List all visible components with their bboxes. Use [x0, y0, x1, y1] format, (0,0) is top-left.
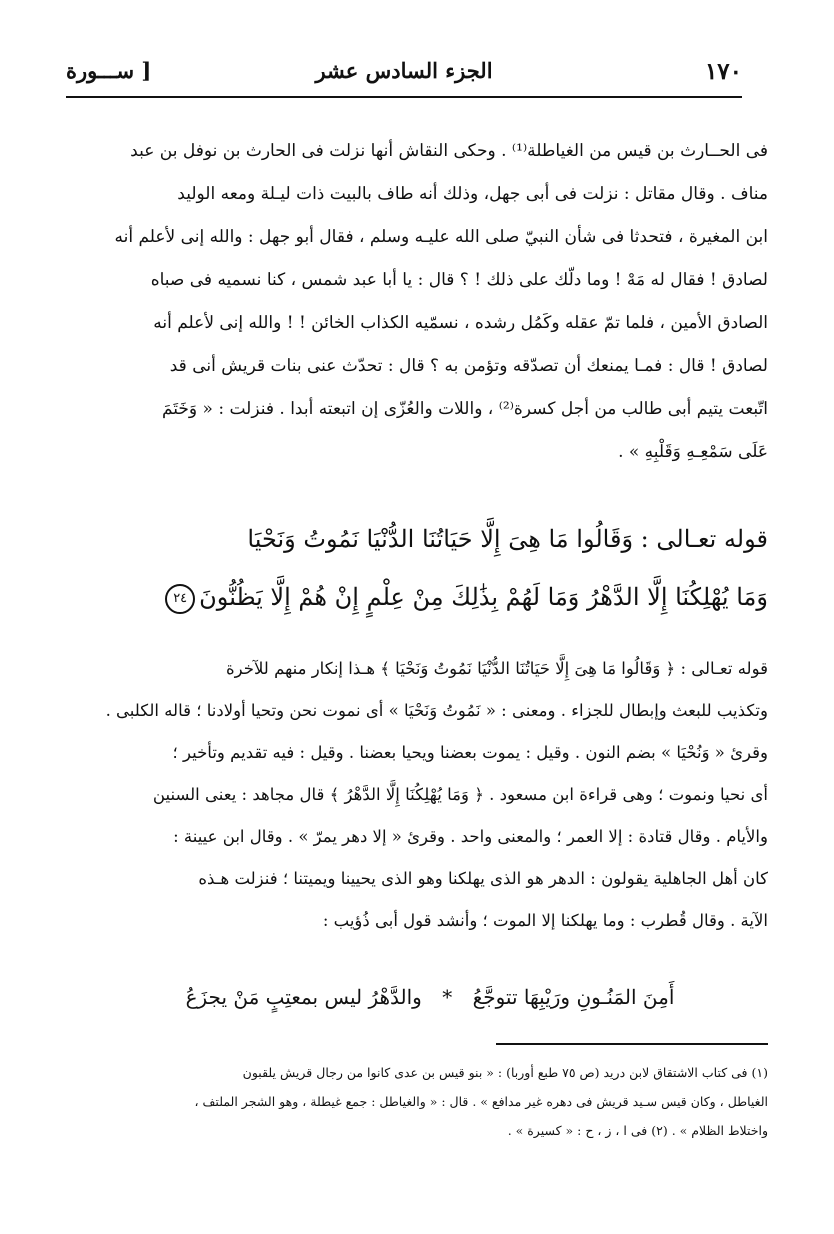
commentary-line: الصادق الأمين ، فلما تمّ عقله وكَمُل رشده ، نسمّيه الكذاب الخائن ! ! والله إنى لأعلم أنه	[153, 313, 768, 333]
commentary-line: مناف . وقال مقاتل : نزلت فى أبى جهل، وذلك أنه طاف بالبيت ذات ليـلة ومعه الوليد	[177, 184, 768, 204]
tafsir-line: والأيام . وقال قتادة : إلا العمر ؛ والمعنى واحد . وقرئ « إلا دهر يمرّ » . وقال ابن عيينة :	[173, 827, 768, 846]
tafsir-line: وقرئ « وَنُحْيَا » بضم النون . وقيل : يموت بعضنا ويحيا بعضنا . وقيل : فيه تقديم وتأخير ؛	[172, 743, 768, 762]
commentary-line: اتّبعت يتيم أبى طالب من أجل كسرة⁽²⁾ ، واللات والعُزّى إن اتبعته أبدا . فنزلت : « وَخَتَمَ	[161, 399, 768, 419]
tafsir-line: قوله تعـالى : ﴿ وَقَالُوا مَا هِىَ إِلَّا حَيَاتُنَا الدُّنْيَا نَمُوتُ وَنَحْيَا ﴾ هـذا إنكار منهم للآخرة	[226, 659, 768, 678]
footnote-line: الغياطل ، وكان قيس سـيد قريش فى دهره غير مدافع » . قال : « والغياطل : جمع غيطلة ، وهو الشجر الملتف ،	[194, 1094, 768, 1109]
page-header	[66, 52, 742, 98]
poem-separator: *	[442, 985, 453, 1009]
commentary-line: لصادق ! قال : فمـا يمنعك أن تصدّقه وتؤمن به ؟ قال : تحدّث عنى بنات قريش أنى قد	[169, 356, 768, 376]
footnote-divider	[496, 1043, 768, 1045]
footnote-line: واختلاط الظلام » . (٢) فى ا ، ز ، ح : « كسيرة » .	[507, 1123, 768, 1138]
surah-label: [ ســـورة	[66, 58, 152, 83]
tafsir-line: كان أهل الجاهلية يقولون : الدهر هو الذى يهلكنا وهو الذى يحيينا ويميتنا ؛ فنزلت هـذه	[198, 869, 768, 888]
poem-second-hemistich: والدَّهْرُ ليس بمعتِبٍ مَنْ يجزَعُ	[185, 985, 422, 1009]
verse-line-text: وَمَا يُهْلِكُنَا إِلَّا الدَّهْرُ وَمَا لَهُمْ بِذَٰلِكَ مِنْ عِلْمٍ إِنْ هُمْ إِلَّا يَظُنُّونَ	[199, 583, 768, 611]
verse-line: قوله تعـالى : وَقَالُوا مَا هِىَ إِلَّا حَيَاتُنَا الدُّنْيَا نَمُوتُ وَنَحْيَا	[247, 525, 768, 553]
poem-first-hemistich: أَمِنَ المَنُـونِ ورَيْبِهَا تتوجَّعُ	[472, 985, 675, 1009]
page-number: ١٧٠	[704, 58, 742, 85]
commentary-line: فى الحــارث بن قيس من الغياطلة⁽¹⁾ . وحكى النقاش أنها نزلت فى الحارث بن نوفل بن عبد	[130, 141, 768, 161]
commentary-line: لصادق ! فقال له مَهْ ! وما دلّك على ذلك ! ؟ قال : يا أبا عبد شمس ، كنا نسميه فى صباه	[150, 270, 768, 290]
commentary-line: عَلَى سَمْعِـهِ وَقَلْبِهِ » .	[618, 442, 768, 462]
tafsir-line: وتكذيب للبعث وإبطال للجزاء . ومعنى : « نَمُوتُ وَنَحْيَا » أى نموت نحن وتحيا أولادنا ؛ قاله الكلبى .	[105, 701, 768, 720]
quran-verse	[92, 510, 768, 626]
tafsir-section	[92, 648, 768, 942]
footnote-line: (١) فى كتاب الاشتقاق لابن دريد (ص ٧٥ طبع أوربا) : « بنو قيس بن عدى كانوا من رجال قريش يلقبون	[242, 1065, 768, 1080]
poem-verse	[92, 975, 768, 1019]
tafsir-line: أى نحيا ونموت ؛ وهى قراءة ابن مسعود . ﴿ وَمَا يُهْلِكُنَا إِلَّا الدَّهْرُ ﴾ قال مجاهد : يعنى السنين	[152, 785, 768, 804]
footnotes	[92, 1058, 768, 1145]
tafsir-line: الآية . وقال قُطرب : وما يهلكنا إلا الموت ؛ وأنشد قول أبى ذُؤيب :	[322, 911, 768, 930]
verse-line	[92, 568, 768, 626]
running-title: الجزء السادس عشر	[315, 58, 493, 83]
ayah-number-marker: ٢٤	[165, 584, 195, 614]
commentary-section	[92, 130, 768, 474]
commentary-line: ابن المغيرة ، فتحدثا فى شأن النبيّ صلى الله عليـه وسلم ، فقال أبو جهل : والله إنى لأعلم أنه	[114, 227, 768, 247]
